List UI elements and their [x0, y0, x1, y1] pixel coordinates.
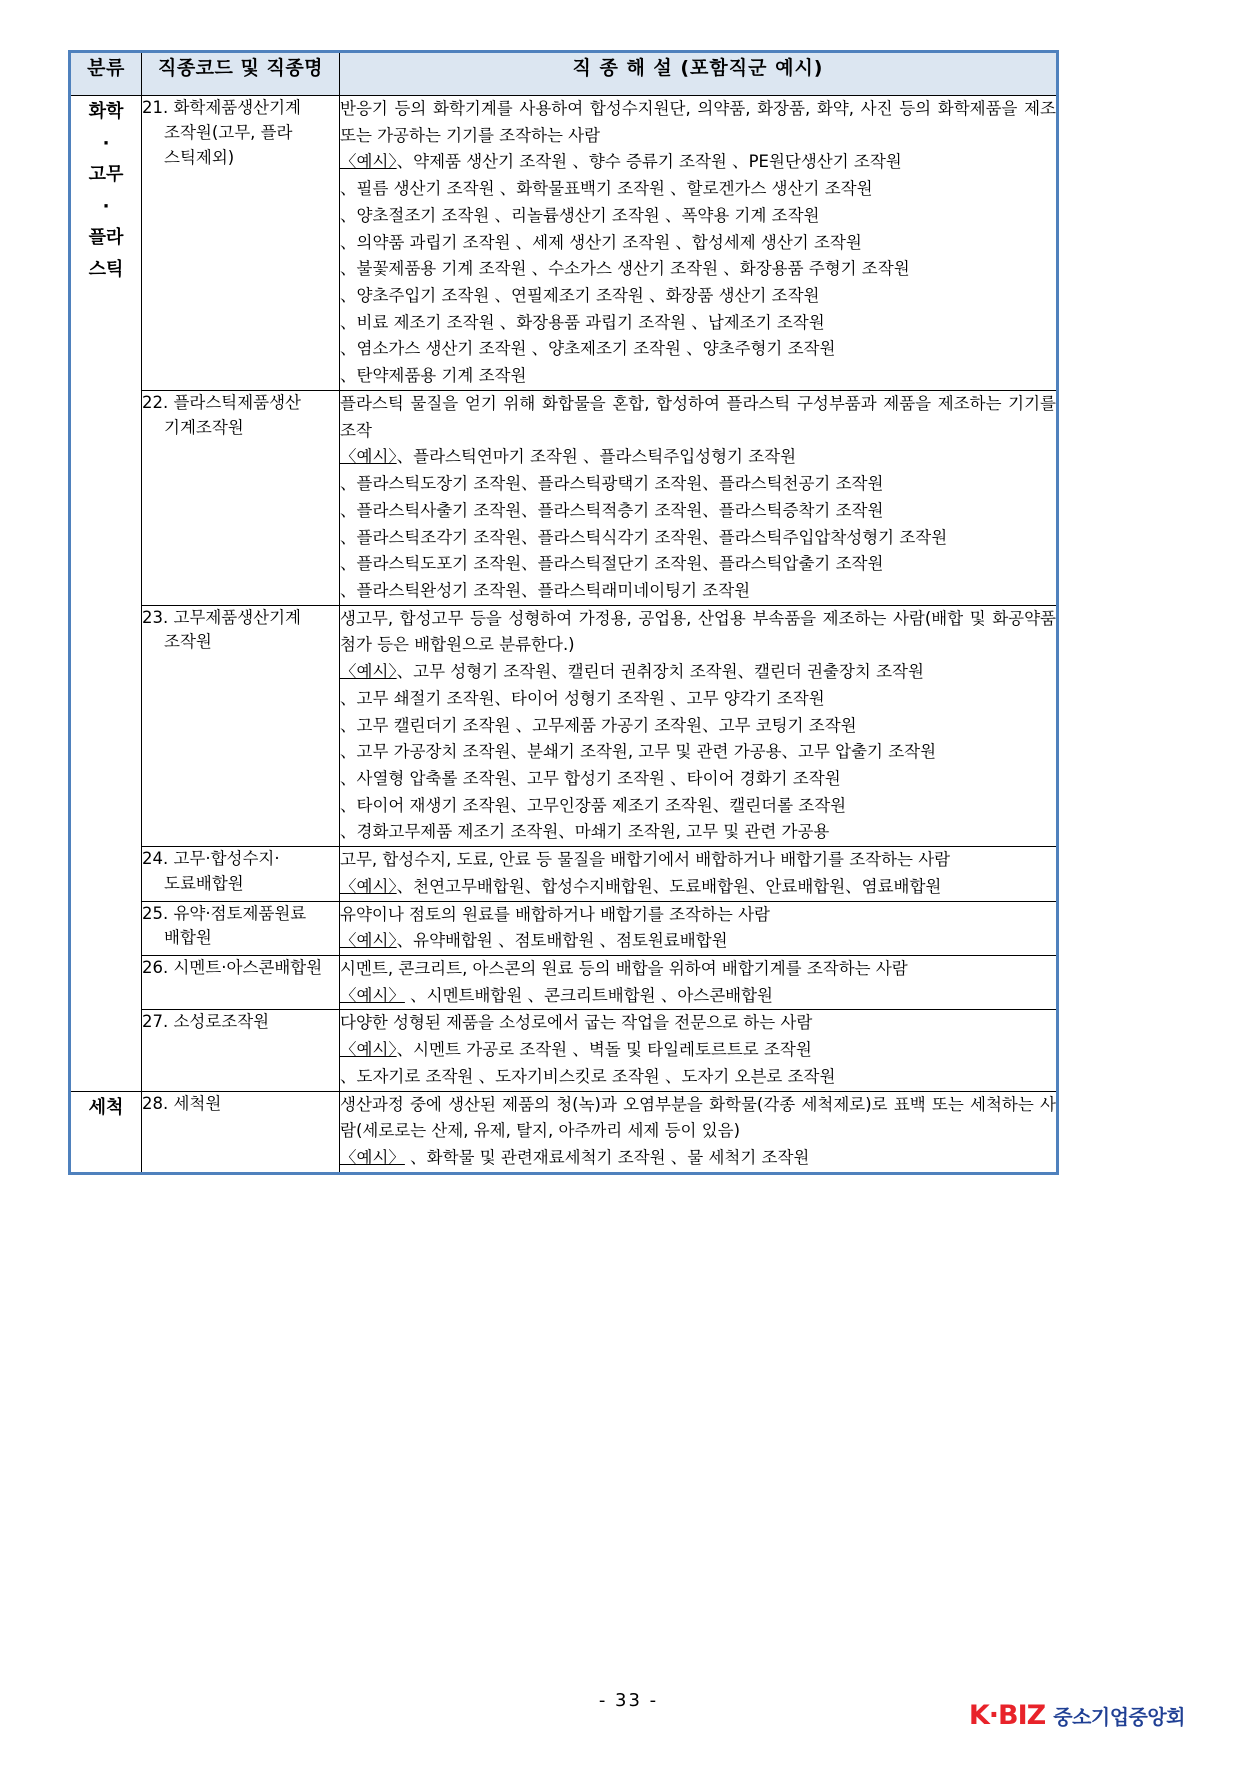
code-name-cell — [142, 1091, 340, 1173]
example-text: 、천연고무배합원、합성수지배합원、도료배합원、안료배합원、염료배합원 — [396, 876, 942, 896]
header-code-name: 직종코드 및 직종명 — [142, 52, 340, 96]
example-first-line — [340, 874, 1056, 901]
description-paragraph: 생산과정 중에 생산된 제품의 청(녹)과 오염부분을 화학물(각종 세척제로)로 표백 또는 세척하는 사람(세로로는 산제, 유제, 탈지, 아주까리 세제 등이 있음) — [340, 1094, 1056, 1141]
example-first-line — [340, 659, 1056, 686]
table-row — [70, 1010, 1058, 1091]
example-text: 、화학물 및 관련재료세척기 조작원 、물 세척기 조작원 — [404, 1148, 810, 1168]
code-name-cell — [142, 956, 340, 1010]
description-paragraph: 생고무, 합성고무 등을 성형하여 가정용, 공업용, 산업용 부속품을 제조하는 사람(배합 및 화공약품 첨가 등은 배합원으로 분류한다.) — [340, 608, 1056, 655]
example-line: 、필름 생산기 조작원 、화학물표백기 조작원 、할로겐가스 생산기 조작원 — [340, 179, 873, 199]
code-name-cell — [142, 390, 340, 605]
example-label: 〈예시〉 — [340, 662, 397, 682]
description-cell — [340, 605, 1058, 846]
kbiz-mark: K·BIZ — [968, 1700, 1046, 1731]
example-label: 〈예시〉 — [340, 876, 397, 896]
description-paragraph: 시멘트, 콘크리트, 아스콘의 원료 등의 배합을 위하여 배합기계를 조작하는 사람 — [340, 959, 908, 978]
example-label: 〈예시〉 — [340, 152, 397, 172]
job-classification-table — [68, 50, 1059, 1175]
example-first-line — [340, 983, 1056, 1010]
example-label: 〈예시〉 — [340, 447, 397, 467]
example-line: 、도자기로 조작원 、도자기비스킷로 조작원 、도자기 오븐로 조작원 — [340, 1066, 836, 1086]
code-name-cell — [142, 1010, 340, 1091]
category-line: 스틱 — [88, 258, 124, 280]
code-name-cell — [142, 847, 340, 901]
example-line: 、비료 제조기 조작원 、화장용품 과립기 조작원 、납제조기 조작원 — [340, 312, 825, 332]
code-line: 도료배합원 — [164, 873, 244, 893]
description-cell — [340, 847, 1058, 901]
description-cell — [340, 901, 1058, 955]
example-line: 、플라스틱도장기 조작원、플라스틱광택기 조작원、플라스틱천공기 조작원 — [340, 474, 884, 494]
example-text: 、유약배합원 、점토배합원 、점토원료배합원 — [396, 931, 728, 951]
example-label: 〈예시〉 — [340, 985, 405, 1005]
example-line: 、염소가스 생산기 조작원 、양초제조기 조작원 、양초주형기 조작원 — [340, 339, 836, 359]
example-line: 、플라스틱완성기 조작원、플라스틱래미네이팅기 조작원 — [340, 580, 751, 600]
table-row — [70, 605, 1058, 846]
table-row — [70, 1091, 1058, 1173]
category-line: · — [102, 195, 110, 217]
header-description: 직 종 해 설 (포함직군 예시) — [340, 52, 1058, 96]
job-classification-table-wrapper — [68, 50, 1059, 1175]
kbiz-logo — [969, 1700, 1185, 1731]
example-first-line — [340, 1145, 1056, 1172]
code-line: 23. 고무제품생산기계 — [142, 607, 301, 627]
table-row — [70, 96, 1058, 391]
table-row — [70, 956, 1058, 1010]
example-text: 、고무 성형기 조작원、캘린더 권취장치 조작원、캘린더 권출장치 조작원 — [396, 662, 924, 682]
kbiz-org-name: 중소기업중앙회 — [1053, 1705, 1185, 1729]
category-line: 화학 — [88, 101, 124, 122]
example-line: 、고무 쇄절기 조작원、타이어 성형기 조작원 、고무 양각기 조작원 — [340, 688, 825, 708]
category-line: 고무 — [88, 164, 124, 185]
example-label: 〈예시〉 — [340, 1148, 405, 1168]
code-name-cell — [142, 605, 340, 846]
code-line: 기계조작원 — [164, 417, 244, 437]
table-header — [70, 52, 1058, 96]
category-cell-cleaning — [70, 1091, 142, 1173]
header-category: 분류 — [70, 52, 142, 96]
description-cell — [340, 1091, 1058, 1173]
example-label: 〈예시〉 — [340, 931, 397, 951]
example-line: 、탄약제품용 기계 조작원 — [340, 366, 527, 386]
example-line: 、의약품 과립기 조작원 、세제 생산기 조작원 、합성세제 생산기 조작원 — [340, 232, 862, 252]
code-line: 배합원 — [164, 928, 212, 948]
code-line: 21. 화학제품생산기계 — [142, 98, 301, 117]
example-line: 、타이어 재생기 조작원、고무인장품 제조기 조작원、캘린더롤 조작원 — [340, 795, 847, 815]
code-line: 조작원(고무, 플라 — [164, 122, 293, 142]
category-cell-chemical-rubber-plastic — [70, 96, 142, 1092]
description-cell — [340, 96, 1058, 391]
page-number: - 33 - — [598, 1690, 659, 1711]
category-line: 세척 — [88, 1096, 124, 1118]
example-first-line — [340, 1037, 1056, 1064]
code-line: 28. 세척원 — [142, 1093, 222, 1113]
description-paragraph: 플라스틱 물질을 얻기 위해 화합물을 혼합, 합성하여 플라스틱 구성부품과 제품을 제조하는 기기를 조작 — [340, 393, 1056, 440]
category-line: 플라 — [88, 227, 124, 248]
table-row — [70, 847, 1058, 901]
example-line: 、경화고무제품 제조기 조작원、마쇄기 조작원, 고무 및 관련 가공용 — [340, 822, 830, 842]
code-line: 조작원 — [164, 632, 212, 652]
code-line: 27. 소성로조작원 — [142, 1012, 270, 1032]
code-name-cell — [142, 96, 340, 391]
example-line: 、사열형 압축롤 조작원、고무 합성기 조작원 、타이어 경화기 조작원 — [340, 768, 841, 788]
example-text: 、플라스틱연마기 조작원 、플라스틱주입성형기 조작원 — [396, 447, 797, 467]
description-cell — [340, 390, 1058, 605]
description-paragraph: 유약이나 점토의 원료를 배합하거나 배합기를 조작하는 사람 — [340, 904, 770, 924]
code-line: 26. 시멘트·아스콘배합원 — [142, 958, 323, 977]
example-text: 、시멘트 가공로 조작원 、벽돌 및 타일레토르트로 조작원 — [396, 1040, 812, 1060]
description-paragraph: 다양한 성형된 제품을 소성로에서 굽는 작업을 전문으로 하는 사람 — [340, 1013, 813, 1033]
code-line: 22. 플라스틱제품생산 — [142, 392, 301, 412]
table-body — [70, 96, 1058, 1174]
example-text: 、약제품 생산기 조작원 、향수 증류기 조작원 、PE원단생산기 조작원 — [396, 152, 902, 172]
example-line: 、플라스틱도포기 조작원、플라스틱절단기 조작원、플라스틱압출기 조작원 — [340, 554, 884, 574]
example-line: 、고무 가공장치 조작원、분쇄기 조작원, 고무 및 관련 가공용、고무 압출기 조작원 — [340, 742, 937, 762]
code-line: 25. 유약·점토제품원료 — [142, 903, 307, 923]
example-first-line — [340, 149, 1056, 176]
description-paragraph: 고무, 합성수지, 도료, 안료 등 물질을 배합기에서 배합하거나 배합기를 조작하는 사람 — [340, 850, 951, 870]
code-name-cell — [142, 901, 340, 955]
example-line: 、양초주입기 조작원 、연필제조기 조작원 、화장품 생산기 조작원 — [340, 286, 820, 306]
example-line: 、플라스틱조각기 조작원、플라스틱식각기 조작원、플라스틱주입압착성형기 조작원 — [340, 527, 948, 547]
example-first-line — [340, 928, 1056, 955]
category-line: · — [102, 132, 110, 154]
table-row — [70, 901, 1058, 955]
example-label: 〈예시〉 — [340, 1040, 397, 1060]
table-row — [70, 390, 1058, 605]
description-paragraph: 반응기 등의 화학기계를 사용하여 합성수지원단, 의약품, 화장품, 화약, 사진 등의 화학제품을 제조 또는 가공하는 기기를 조작하는 사람 — [340, 99, 1056, 145]
description-cell — [340, 1010, 1058, 1091]
example-line: 、플라스틱사출기 조작원、플라스틱적층기 조작원、플라스틱증착기 조작원 — [340, 500, 884, 520]
example-line: 、고무 캘린더기 조작원 、고무제품 가공기 조작원、고무 코팅기 조작원 — [340, 715, 857, 735]
code-line: 스틱제외) — [164, 147, 235, 167]
example-line: 、양초절조기 조작원 、리놀륨생산기 조작원 、폭약용 기계 조작원 — [340, 205, 820, 225]
example-text: 、시멘트배합원 、콘크리트배합원 、아스콘배합원 — [404, 985, 773, 1005]
example-first-line — [340, 444, 1056, 471]
header-row — [70, 52, 1058, 96]
description-cell — [340, 956, 1058, 1010]
code-line: 24. 고무·합성수지· — [142, 849, 280, 869]
example-line: 、불꽃제품용 기계 조작원 、수소가스 생산기 조작원 、화장용품 주형기 조작원 — [340, 259, 910, 279]
